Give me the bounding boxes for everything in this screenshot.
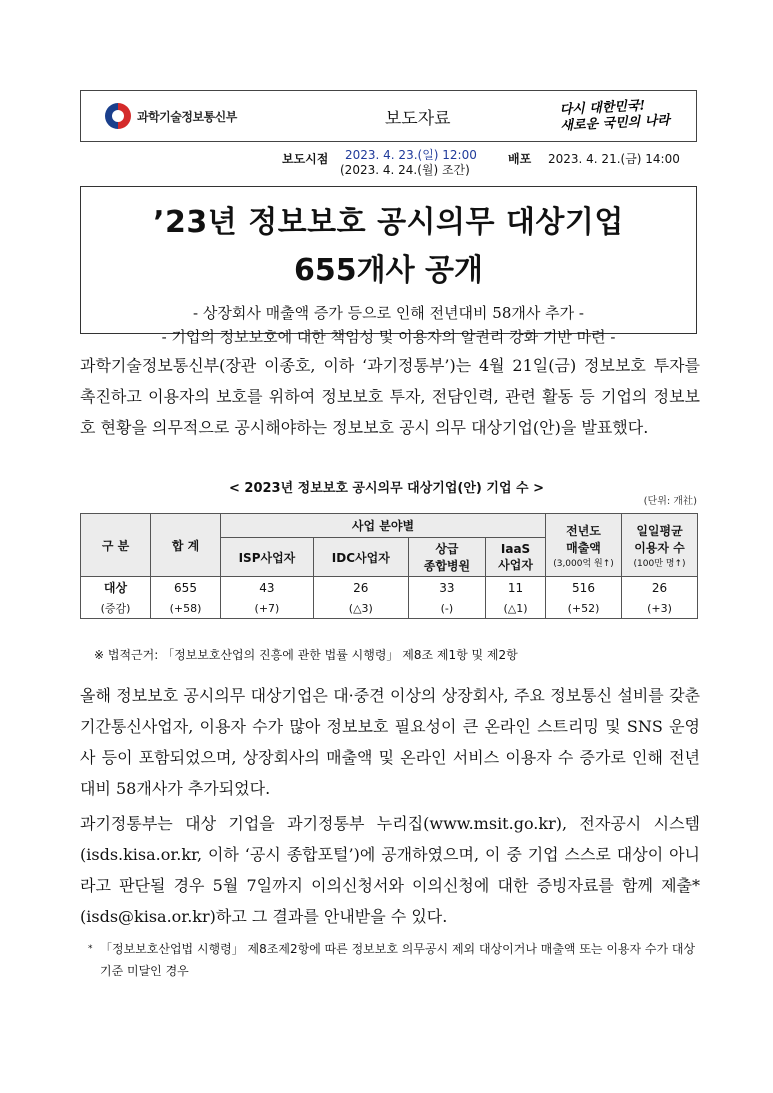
table-cell: (△3) <box>313 598 408 619</box>
embargo-label: 보도시점 <box>282 152 329 166</box>
header-fields: 사업 분야별 <box>221 514 546 538</box>
embargo-time: 2023. 4. 23.(일) 12:00 <box>345 148 477 162</box>
company-count-table <box>80 513 698 619</box>
table-cell: (-) <box>408 598 485 619</box>
table-cell: (증감) <box>81 598 151 619</box>
table-cell: 516 <box>546 577 622 599</box>
header-category: 구 분 <box>81 514 151 577</box>
table-cell: 655 <box>151 577 221 599</box>
table-cell: (+3) <box>622 598 698 619</box>
embargo-alt: (2023. 4. 24.(월) 조간) <box>340 163 470 177</box>
slogan <box>560 97 671 135</box>
subtitle-line2: - 기업의 정보보호에 대한 책임성 및 이용자의 알권리 강화 기반 마련 - <box>161 328 616 346</box>
paragraph-2: 올해 정보보호 공시의무 대상기업은 대·중견 이상의 상장회사, 주요 정보통신 설비를 갖춘 기간통신사업자, 이용자 수가 많아 정보보호 필요성이 큰 온라인 스트리밍 및 SNS 운영사 등이 포함되었으며, 상장회사의 매출액 및 온라인 서비스 이용자 수 증가로 인해 전년 대비 58개사가 추가되었다. <box>80 686 700 798</box>
table-cell: (+52) <box>546 598 622 619</box>
table-cell: 43 <box>221 577 314 599</box>
table-cell: 33 <box>408 577 485 599</box>
table-cell: (△1) <box>486 598 546 619</box>
header-idc: IDC사업자 <box>313 538 408 577</box>
table-cell: (+7) <box>221 598 314 619</box>
doc-type: 보도자료 <box>384 108 451 129</box>
subtitle <box>81 301 696 349</box>
table-unit: (단위: 개社) <box>643 496 697 507</box>
paragraph-3: 과기정통부는 대상 기업을 과기정통부 누리집(www.msit.go.kr), 전자공시 시스템(isds.kisa.or.kr, 이하 ‘공시 종합포털’)에 공개하였으며, 이 중 기업 스스로 대상이 아니라고 판단될 경우 5월 7일까지 이의신청서와 이의신청에 대한 증빙자료를 함께 제출*(isds@kisa.or.kr)하고 그 결과를 안내받을 수 있다. <box>80 814 700 926</box>
table-cell: 26 <box>622 577 698 599</box>
table-cell: (+58) <box>151 598 221 619</box>
dist-time: 2023. 4. 21.(금) 14:00 <box>548 152 680 166</box>
paragraph-1: 과학기술정보통신부(장관 이종호, 이하 ‘과기정통부’)는 4월 21일(금) 정보보호 투자를 촉진하고 이용자의 보호를 위하여 정보보호 투자, 전담인력, 관련 활동 등 기업의 정보보호 현황을 의무적으로 공시해야하는 정보보호 공시 의무 대상기업(안)을 발표했다. <box>80 356 700 437</box>
legal-basis: ※ 법적근거: 「정보보호산업의 진흥에 관한 법률 시행령」 제8조 제1항 및 제2항 <box>94 648 518 662</box>
header-isp: ISP사업자 <box>221 538 314 577</box>
page-title-line2: 655개사 공개 <box>294 253 483 288</box>
table-cell: 대상 <box>81 577 151 599</box>
footnote <box>88 938 700 982</box>
header-hospital: 상급 종합병원 <box>408 538 485 577</box>
slogan-line1: 다시 대한민국! <box>559 98 646 118</box>
press-header <box>80 90 697 142</box>
subtitle-line1: - 상장회사 매출액 증가 등으로 인해 전년대비 58개사 추가 - <box>193 304 584 322</box>
footnote-text: 「정보보호산업법 시행령」 제8조제2항에 따른 정보보호 의무공시 제외 대상이거나 매출액 또는 이용자 수가 대상 기준 미달인 경우 <box>100 942 696 978</box>
header-prev-sales: 전년도 매출액 (3,000억 원↑) <box>546 514 622 577</box>
ministry-name: 과학기술정보통신부 <box>137 109 237 124</box>
header-iaas: IaaS 사업자 <box>486 538 546 577</box>
header-total: 합 계 <box>151 514 221 577</box>
table-caption: < 2023년 정보보호 공시의무 대상기업(안) 기업 수 > <box>228 481 545 496</box>
footnote-mark: * <box>88 944 93 954</box>
page-title: ’23년 정보보호 공시의무 대상기업 <box>153 205 624 240</box>
header-daily-users: 일일평균 이용자 수 (100만 명↑) <box>622 514 698 577</box>
table-cell: 26 <box>313 577 408 599</box>
slogan-line2: 새로운 국민의 나라 <box>560 113 671 134</box>
table-cell: 11 <box>486 577 546 599</box>
dist-label: 배포 <box>508 152 532 166</box>
government-emblem-icon <box>105 103 131 129</box>
table-row <box>81 577 698 599</box>
table-row <box>81 598 698 619</box>
title-box <box>80 186 697 346</box>
ministry-logo <box>105 103 295 129</box>
